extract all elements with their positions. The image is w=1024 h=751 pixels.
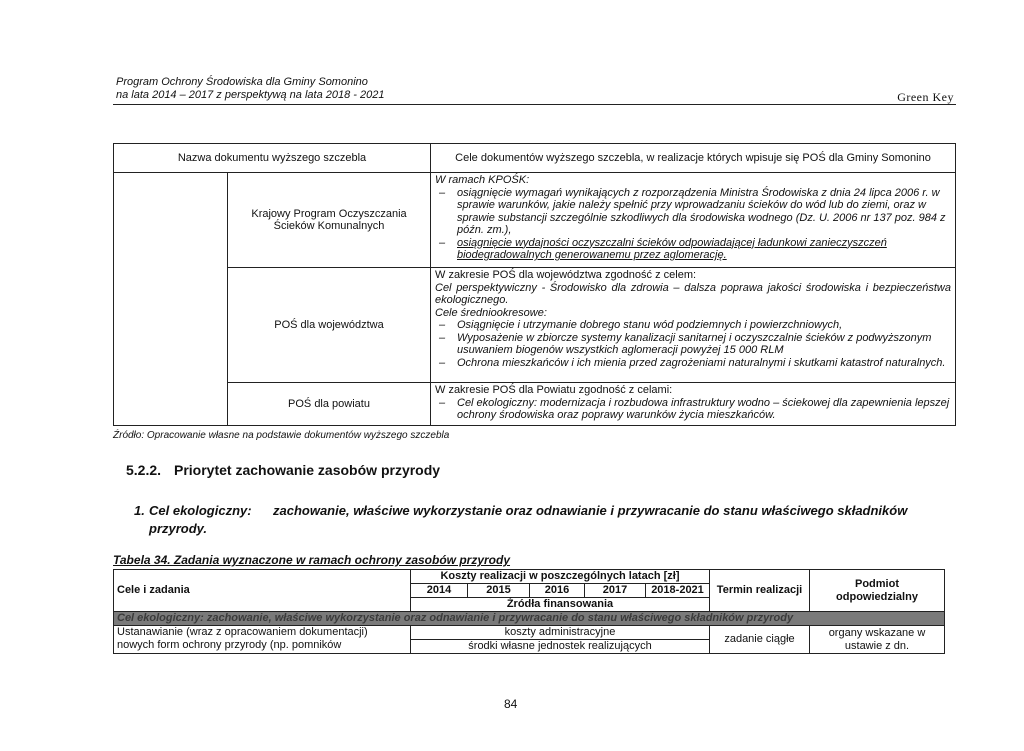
perspective-goal: Cel perspektywiczny - Środowisko dla zdrowia – dalsza poprawa jakości środowiska i bezpieczeństwa ekologicznego. — [435, 281, 951, 306]
goal-list — [435, 187, 951, 262]
year-header: 2014 — [411, 584, 468, 598]
table-row — [114, 268, 956, 383]
goal-list — [435, 397, 951, 422]
table-row — [114, 173, 956, 268]
year-header: 2015 — [468, 584, 530, 598]
row-intro: W zakresie POŚ dla województwa zgodność z celem: — [435, 269, 697, 281]
goal-list — [435, 319, 951, 369]
goal-text-continued: przyrody. — [149, 521, 208, 536]
section-number: 5.2.2. — [126, 462, 162, 478]
list-item: – osiągnięcie wymagań wynikających z rozporządzenia Ministra Środowiska z dnia 24 lipca 2006 r. w sprawie warunków, jakie należy spełnić przy wprowadzaniu ścieków do wód lub do ziemi, oraz w sprawie substancji szczególnie szkodliwych dla środowiska wodnego (Dz. U. 2006 nr 137 poz. 984 z późn. zm.), — [435, 187, 951, 237]
col-header-subject: Podmiot odpowiedzialny — [810, 570, 945, 612]
subject-cell: organy wskazane w ustawie z dn. — [810, 626, 945, 654]
row-intro: W zakresie POŚ dla Powiatu zgodność z celami: — [435, 384, 673, 396]
table-source-note: Źródło: Opracowanie własne na podstawie dokumentów wyższego szczebla — [113, 430, 450, 441]
term-cell: zadanie ciągłe — [710, 626, 810, 654]
shaded-goal-row: Cel ekologiczny: zachowanie, właściwe wykorzystanie oraz odnawianie i przywracanie do stanu właściwego składników przyrody — [114, 612, 945, 626]
nature-tasks-table — [113, 569, 945, 654]
goal-text: zachowanie, właściwe wykorzystanie oraz odnawianie i przywracanie do stanu właściwego składników — [273, 503, 908, 518]
brand-label: Green Key — [897, 90, 954, 104]
col-header-costs: Koszty realizacji w poszczególnych latach [zł] — [411, 570, 710, 584]
col-header-tasks: Cele i zadania — [114, 570, 411, 612]
table-caption: Tabela 34. Zadania wyznaczone w ramach ochrony zasobów przyrody — [113, 553, 511, 567]
section-title: Priorytet zachowanie zasobów przyrody — [174, 462, 441, 478]
goal-number: 1. — [134, 503, 145, 518]
midterm-label: Cele średniookresowe: — [435, 306, 547, 319]
document-name: POŚ dla powiatu — [228, 383, 431, 426]
col-header-goals: Cele dokumentów wyższego szczebla, w realizacje których wpisuje się POŚ dla Gminy Somonino — [431, 144, 956, 173]
year-header: 2016 — [530, 584, 585, 598]
col-header-funding: Źródła finansowania — [411, 598, 710, 612]
col-header-document-name: Nazwa dokumentu wyższego szczebla — [114, 144, 431, 173]
list-item: – osiągnięcie wydajności oczyszczalni ścieków odpowiadającej ładunkowi zanieczyszczeń biodegradowalnych generowanemu przez aglomerację. — [435, 237, 951, 262]
year-header: 2018-2021 — [646, 584, 710, 598]
document-name: Krajowy Program Oczyszczania Ścieków Komunalnych — [228, 173, 431, 268]
goal-label: Cel ekologiczny: — [149, 503, 252, 518]
year-header: 2017 — [585, 584, 646, 598]
list-item: – Wyposażenie w zbiorcze systemy kanalizacji sanitarnej i oczyszczalnie ścieków z podwyższonym usuwaniem biogenów wszystkich aglomeracji powyżej 15 000 RLM — [435, 332, 951, 357]
funding-cell: środki własne jednostek realizujących — [411, 640, 710, 654]
page-number: 84 — [504, 697, 518, 711]
list-item: – Osiągnięcie i utrzymanie dobrego stanu wód podziemnych i powierzchniowych, — [435, 319, 951, 332]
higher-level-documents-table — [113, 143, 956, 426]
header-title — [116, 76, 384, 102]
row-intro: W ramach KPOŚK: — [435, 174, 530, 186]
document-name: POŚ dla województwa — [228, 268, 431, 383]
header-title-line2: na lata 2014 – 2017 z perspektywą na lata 2018 - 2021 — [116, 89, 385, 101]
task-cell: Ustanawianie (wraz z opracowaniem dokumentacji) nowych form ochrony przyrody (np. pomników — [114, 626, 411, 654]
cost-cell: koszty administracyjne — [411, 626, 710, 640]
table-header-row — [114, 144, 956, 173]
blank-cell — [114, 173, 228, 426]
col-header-term: Termin realizacji — [710, 570, 810, 612]
list-item: – Cel ekologiczny: modernizacja i rozbudowa infrastruktury wodno – ściekowej dla zapewnienia lepszej ochrony środowiska oraz poprawy warunków życia mieszkańców. — [435, 397, 951, 422]
header-title-line1: Program Ochrony Środowiska dla Gminy Somonino — [116, 76, 368, 88]
list-item: – Ochrona mieszkańców i ich mienia przed zagrożeniami naturalnymi i skutkami katastrof naturalnych. — [435, 357, 951, 370]
table-row — [114, 383, 956, 426]
header-divider — [113, 104, 956, 105]
